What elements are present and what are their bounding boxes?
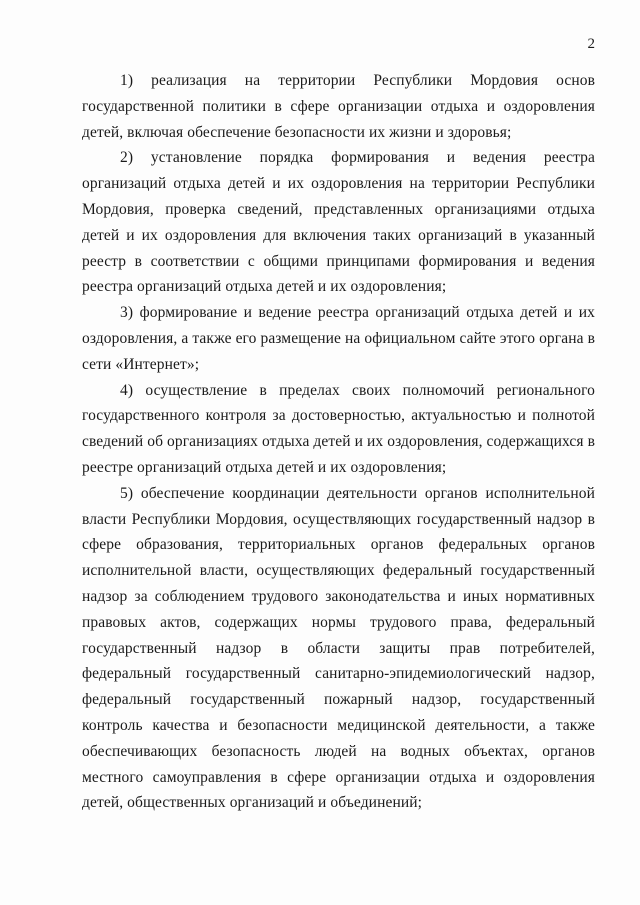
paragraph-item-3: 3) формирование и ведение реестра организаций отдыха детей и их оздоровления, а также его размещение на официальном сайте этого органа в сети «Интернет»; [82, 304, 595, 373]
page-number: 2 [587, 36, 595, 52]
paragraph-item-5: 5) обеспечение координации деятельности органов исполнительной власти Республики Мордовия, осуществляющих государственный надзор в сфере образования, территориальных органов федеральных органов исполнительной власти, осуществляющих федеральный государственный надзор за соблюдением трудового законодательства и иных нормативных правовых актов, содержащих нормы трудового права, федеральный государственный надзор в области защиты прав потребителей, федеральный государственный санитарно-эпидемиологический надзор, федеральный государственный пожарный надзор, государственный контроль качества и безопасности медицинской деятельности, а также обеспечивающих безопасность людей на водных объектах, органов местного самоуправления в сфере организации отдыха и оздоровления детей, общественных организаций и объединений; [82, 484, 595, 812]
paragraph-item-1: 1) реализация на территории Республики Мордовия основ государственной политики в сфере организации отдыха и оздоровления детей, включая обеспечение безопасности их жизни и здоровья; [82, 72, 595, 141]
paragraph-item-2: 2) установление порядка формирования и ведения реестра организаций отдыха детей и их оздоровления на территории Республики Мордовия, проверка сведений, представленных организациями отдыха детей и их оздоровления для включения таких организаций в указанный реестр в соответствии с общими принципами формирования и ведения реестра организаций отдыха детей и их оздоровления; [82, 149, 595, 296]
paragraph-item-4: 4) осуществление в пределах своих полномочий регионального государственного контроля за достоверностью, актуальностью и полнотой сведений об организациях отдыха детей и их оздоровления, содержащихся в реестре организаций отдыха детей и их оздоровления; [82, 381, 595, 476]
document-body [82, 68, 595, 816]
